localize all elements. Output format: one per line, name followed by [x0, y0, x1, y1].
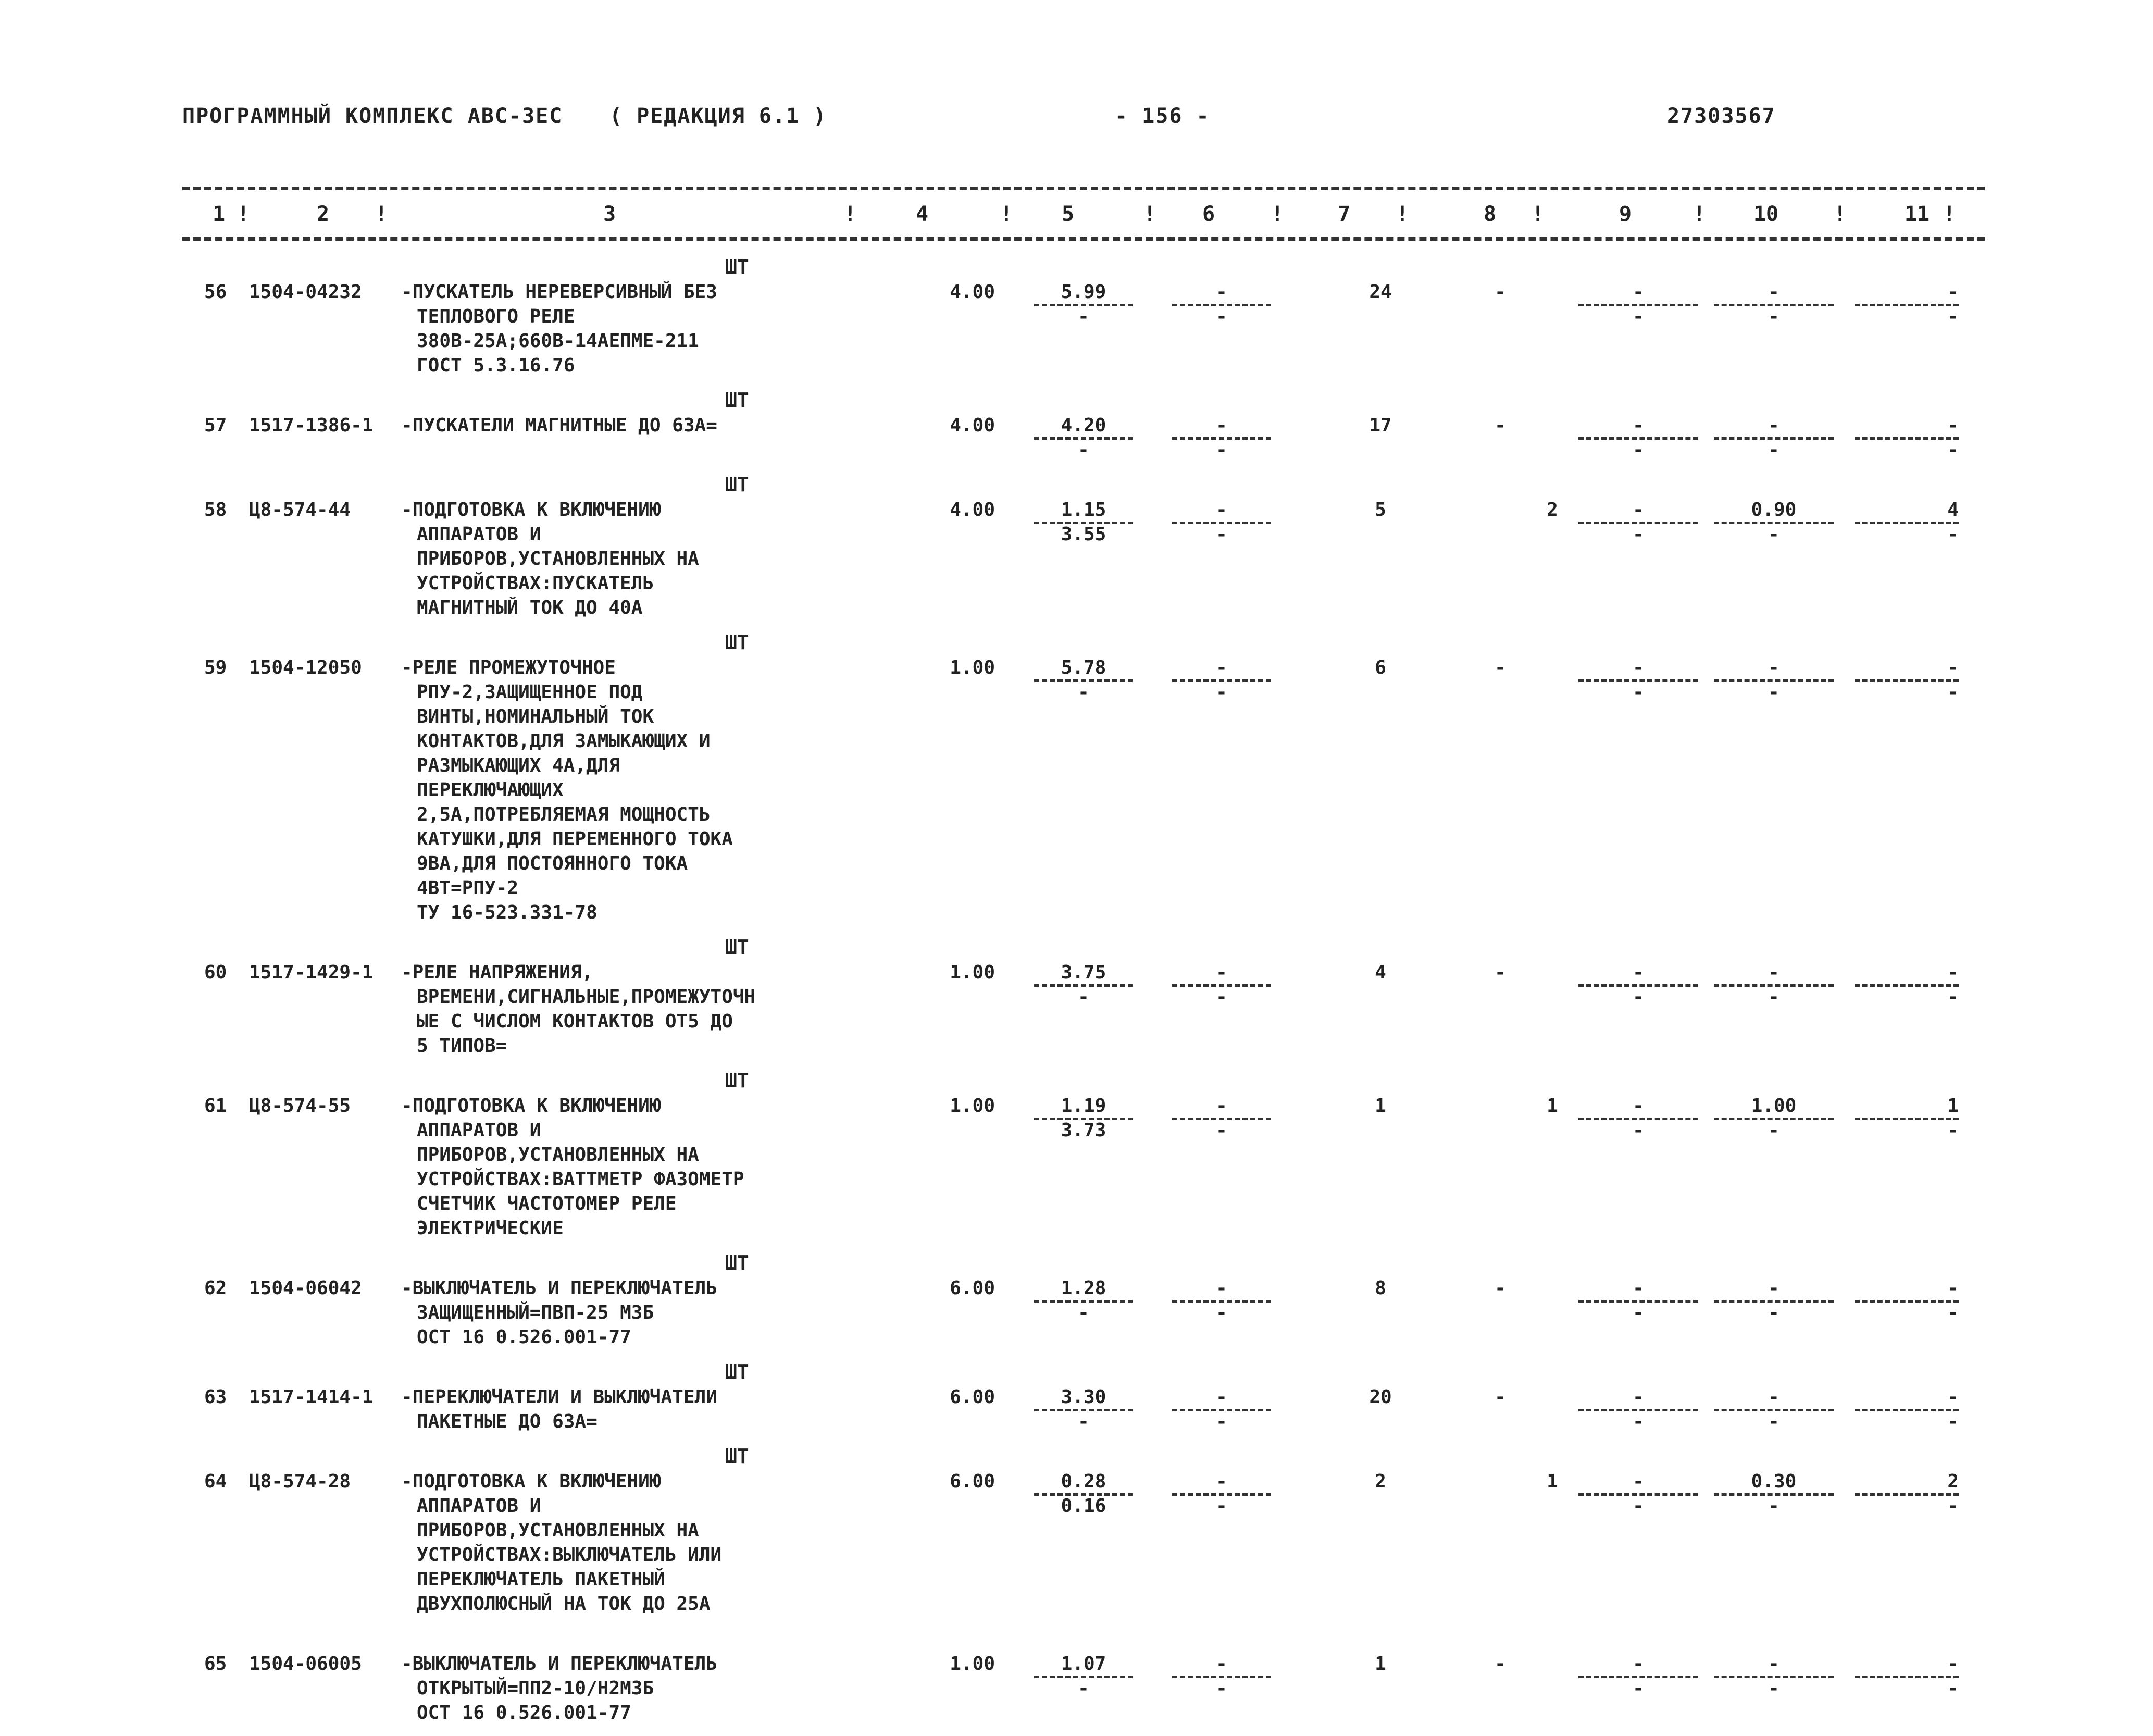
column-10-value: 0.90 — [1714, 499, 1834, 524]
column-10-secondary: - — [1768, 1302, 1779, 1323]
column-11-secondary: - — [1947, 1495, 1959, 1517]
unit-label: ШТ — [725, 1069, 749, 1092]
column-7-value: 4 — [1375, 962, 1386, 983]
item-description-line: -РЕЛЕ ПРОМЕЖУТОЧНОЕ — [401, 657, 616, 678]
column-number: 5 — [1061, 202, 1075, 226]
item-description-line: -ПЕРЕКЛЮЧАТЕЛИ И ВЫКЛЮЧАТЕЛИ — [401, 1386, 717, 1408]
column-10-secondary: - — [1768, 1495, 1779, 1517]
column-number: 3 — [603, 202, 616, 226]
column-11-secondary: - — [1947, 306, 1959, 327]
item-description-line: ПЕРЕКЛЮЧАТЕЛЬ ПАКЕТНЫЙ — [417, 1569, 665, 1590]
quantity: 1.00 — [950, 962, 995, 983]
column-11-value: - — [1855, 281, 1959, 306]
quantity: 1.00 — [950, 657, 995, 678]
column-6-value: - — [1172, 415, 1271, 440]
column-6-secondary: - — [1216, 986, 1227, 1008]
column-8-value: - — [1495, 1386, 1506, 1408]
unit-label: ШТ — [725, 389, 749, 412]
column-11-secondary: - — [1947, 439, 1959, 461]
quantity: 1.00 — [950, 1653, 995, 1675]
item-code: 1504-06005 — [249, 1653, 362, 1675]
unit-cost-secondary: - — [1078, 1678, 1089, 1699]
column-6-value: - — [1172, 499, 1271, 524]
column-10-value: - — [1714, 1386, 1834, 1411]
column-6-secondary: - — [1216, 439, 1227, 461]
column-7-value: 20 — [1369, 1386, 1392, 1408]
column-11-secondary: - — [1947, 1120, 1959, 1141]
item-description-line: АППАРАТОВ И — [417, 1495, 541, 1517]
column-10-value: - — [1714, 415, 1834, 440]
table-body — [0, 255, 2153, 1736]
column-9-value: - — [1578, 1095, 1698, 1120]
item-description-line: 4ВТ=РПУ-2 — [417, 877, 519, 899]
column-7-value: 6 — [1375, 657, 1386, 678]
column-6-value: - — [1172, 1653, 1271, 1678]
unit-cost-secondary: - — [1078, 986, 1089, 1008]
item-description-line: ПРИБОРОВ,УСТАНОВЛЕННЫХ НА — [417, 1144, 699, 1165]
unit-cost: 0.28 — [1034, 1471, 1133, 1496]
item-description-line: ГОСТ 5.3.16.76 — [417, 355, 575, 376]
unit-label: ШТ — [725, 473, 749, 496]
item-description-line: РАЗМЫКАЮЩИХ 4А,ДЛЯ — [417, 755, 620, 776]
unit-label: ШТ — [725, 1360, 749, 1383]
item-description-line: -ПОДГОТОВКА К ВКЛЮЧЕНИЮ — [401, 499, 661, 520]
page-number: - 156 - — [1115, 104, 1210, 128]
column-6-value: - — [1172, 962, 1271, 987]
unit-cost: 4.20 — [1034, 415, 1133, 440]
item-description-line: 2,5А,ПОТРЕБЛЯЕМАЯ МОЩНОСТЬ — [417, 804, 711, 825]
unit-cost-secondary: 3.73 — [1061, 1120, 1106, 1141]
unit-label: ШТ — [725, 631, 749, 654]
unit-cost-secondary: 0.16 — [1061, 1495, 1106, 1517]
column-6-secondary: - — [1216, 1411, 1227, 1432]
column-9-value: - — [1578, 1471, 1698, 1496]
column-6-secondary: - — [1216, 681, 1227, 703]
column-7-value: 1 — [1375, 1653, 1386, 1675]
column-6-value: - — [1172, 1278, 1271, 1303]
row-number: 57 — [204, 415, 227, 436]
column-separator: ! — [1532, 202, 1545, 226]
column-7-value: 17 — [1369, 415, 1392, 436]
column-11-secondary: - — [1947, 524, 1959, 545]
item-code: Ц8-574-28 — [249, 1471, 351, 1492]
unit-cost-secondary: - — [1078, 306, 1089, 327]
unit-cost: 1.19 — [1034, 1095, 1133, 1120]
column-11-value: 1 — [1855, 1095, 1959, 1120]
item-code: Ц8-574-55 — [249, 1095, 351, 1117]
table-row — [0, 1627, 2153, 1727]
item-description-line: ВИНТЫ,НОМИНАЛЬНЫЙ ТОК — [417, 706, 654, 727]
item-description-line: КОНТАКТОВ,ДЛЯ ЗАМЫКАЮЩИХ И — [417, 730, 711, 752]
program-title: ПРОГРАММНЫЙ КОМПЛЕКС АВС-3ЕС — [182, 104, 563, 128]
table-row — [0, 1069, 2153, 1242]
column-9-value: - — [1578, 1653, 1698, 1678]
column-9-value: - — [1578, 415, 1698, 440]
row-number: 60 — [204, 962, 227, 983]
quantity: 4.00 — [950, 415, 995, 436]
edition-label: ( РЕДАКЦИЯ 6.1 ) — [609, 104, 827, 128]
item-description-line: 380В-25А;660В-14АЕПМЕ-211 — [417, 330, 699, 352]
column-6-secondary: - — [1216, 1495, 1227, 1517]
item-code: Ц8-574-44 — [249, 499, 351, 520]
column-7-value: 24 — [1369, 281, 1392, 303]
column-separator: ! — [1271, 202, 1284, 226]
item-description-line: 5 ТИПОВ= — [417, 1035, 507, 1057]
unit-cost: 3.75 — [1034, 962, 1133, 987]
item-description-line: УСТРОЙСТВАХ:ВЫКЛЮЧАТЕЛЬ ИЛИ — [417, 1544, 722, 1566]
item-description-line: ЗАЩИЩЕННЫЙ=ПВП-25 М3Б — [417, 1302, 654, 1323]
column-11-secondary: - — [1947, 1411, 1959, 1432]
table-top-rule — [182, 187, 1985, 190]
unit-cost: 3.30 — [1034, 1386, 1133, 1411]
column-10-value: 0.30 — [1714, 1471, 1834, 1496]
column-7-value: 2 — [1375, 1471, 1386, 1492]
column-6-value: - — [1172, 281, 1271, 306]
item-description-line: -ПОДГОТОВКА К ВКЛЮЧЕНИЮ — [401, 1471, 661, 1492]
column-8-value: - — [1495, 1653, 1506, 1675]
column-9-prefix: 1 — [1547, 1471, 1558, 1492]
column-number: 2 — [316, 202, 330, 226]
column-separator: ! — [1000, 202, 1013, 226]
column-9-value: - — [1578, 657, 1698, 682]
column-separator: ! — [237, 202, 250, 226]
row-number: 62 — [204, 1278, 227, 1299]
item-description-line: СЧЕТЧИК ЧАСТОТОМЕР РЕЛЕ — [417, 1193, 677, 1214]
column-10-value: - — [1714, 962, 1834, 987]
column-10-value: - — [1714, 1653, 1834, 1678]
column-9-value: - — [1578, 962, 1698, 987]
item-code: 1517-1414-1 — [249, 1386, 374, 1408]
unit-cost: 5.99 — [1034, 281, 1133, 306]
column-10-secondary: - — [1768, 681, 1779, 703]
table-row — [0, 473, 2153, 622]
table-row — [0, 1251, 2153, 1351]
column-9-value: - — [1578, 499, 1698, 524]
column-10-secondary: - — [1768, 986, 1779, 1008]
column-separator: ! — [375, 202, 388, 226]
item-description-line: МАГНИТНЫЙ ТОК ДО 40А — [417, 597, 643, 618]
table-row — [0, 1445, 2153, 1618]
column-7-value: 5 — [1375, 499, 1386, 520]
item-description-line: -ПУСКАТЕЛЬ НЕРЕВЕРСИВНЫЙ БЕЗ — [401, 281, 717, 303]
item-description-line: РПУ-2,ЗАЩИЩЕННОЕ ПОД — [417, 681, 643, 703]
column-separator: ! — [1143, 202, 1156, 226]
column-6-secondary: - — [1216, 306, 1227, 327]
column-10-secondary: - — [1768, 1678, 1779, 1699]
column-7-value: 1 — [1375, 1095, 1386, 1117]
column-9-value: - — [1578, 281, 1698, 306]
column-9-secondary: - — [1633, 986, 1644, 1008]
unit-cost: 1.28 — [1034, 1278, 1133, 1303]
column-6-secondary: - — [1216, 1678, 1227, 1699]
quantity: 6.00 — [950, 1386, 995, 1408]
item-description-line: ПРИБОРОВ,УСТАНОВЛЕННЫХ НА — [417, 1520, 699, 1541]
item-description-line: -ВЫКЛЮЧАТЕЛЬ И ПЕРЕКЛЮЧАТЕЛЬ — [401, 1653, 717, 1675]
column-6-value: - — [1172, 657, 1271, 682]
table-row — [0, 389, 2153, 464]
column-6-value: - — [1172, 1386, 1271, 1411]
unit-cost: 5.78 — [1034, 657, 1133, 682]
column-9-secondary: - — [1633, 1678, 1644, 1699]
item-description-line: -ПОДГОТОВКА К ВКЛЮЧЕНИЮ — [401, 1095, 661, 1117]
item-description-line: ОСТ 16 0.526.001-77 — [417, 1326, 631, 1348]
column-8-value: - — [1495, 1278, 1506, 1299]
item-description-line: УСТРОЙСТВАХ:ВАТТМЕТР ФАЗОМЕТР — [417, 1169, 744, 1190]
column-8-value: - — [1495, 281, 1506, 303]
table-row — [0, 936, 2153, 1060]
row-number: 63 — [204, 1386, 227, 1408]
column-number: 7 — [1337, 202, 1351, 226]
column-separator: ! — [1834, 202, 1847, 226]
column-11-value: - — [1855, 962, 1959, 987]
column-9-secondary: - — [1633, 524, 1644, 545]
unit-cost: 1.15 — [1034, 499, 1133, 524]
item-description-line: ТЕПЛОВОГО РЕЛЕ — [417, 306, 575, 327]
item-code: 1504-04232 — [249, 281, 362, 303]
unit-label: ШТ — [725, 936, 749, 959]
column-7-value: 8 — [1375, 1278, 1386, 1299]
item-description-line: ОСТ 16 0.526.001-77 — [417, 1702, 631, 1723]
column-11-value: 4 — [1855, 499, 1959, 524]
column-9-value: - — [1578, 1386, 1698, 1411]
item-description-line: -РЕЛЕ НАПРЯЖЕНИЯ, — [401, 962, 593, 983]
item-description-line: ЫЕ С ЧИСЛОМ КОНТАКТОВ ОТ5 ДО — [417, 1011, 733, 1032]
row-number: 64 — [204, 1471, 227, 1492]
column-11-value: - — [1855, 415, 1959, 440]
item-description-line: ОТКРЫТЫЙ=ПП2-10/Н2М3Б — [417, 1678, 654, 1699]
column-8-value: - — [1495, 415, 1506, 436]
column-number: 1 — [212, 202, 226, 226]
unit-cost-secondary: - — [1078, 681, 1089, 703]
column-9-secondary: - — [1633, 1495, 1644, 1517]
unit-label: ШТ — [725, 1251, 749, 1274]
item-description-line: КАТУШКИ,ДЛЯ ПЕРЕМЕННОГО ТОКА — [417, 828, 733, 850]
item-description-line: АППАРАТОВ И — [417, 1120, 541, 1141]
quantity: 6.00 — [950, 1471, 995, 1492]
row-number: 58 — [204, 499, 227, 520]
column-separator: ! — [1943, 202, 1956, 226]
column-9-secondary: - — [1633, 1120, 1644, 1141]
item-description-line: ЭЛЕКТРИЧЕСКИЕ — [417, 1218, 564, 1239]
column-number: 8 — [1483, 202, 1497, 226]
column-6-value: - — [1172, 1095, 1271, 1120]
column-10-value: 1.00 — [1714, 1095, 1834, 1120]
column-number: 10 — [1753, 202, 1779, 226]
unit-cost-secondary: - — [1078, 439, 1089, 461]
item-description-line: АППАРАТОВ И — [417, 524, 541, 545]
item-description-line: ПРИБОРОВ,УСТАНОВЛЕННЫХ НА — [417, 548, 699, 569]
table-row — [0, 255, 2153, 379]
column-6-secondary: - — [1216, 524, 1227, 545]
item-code: 1504-12050 — [249, 657, 362, 678]
column-separator: ! — [844, 202, 857, 226]
column-11-value: 2 — [1855, 1471, 1959, 1496]
column-10-secondary: - — [1768, 306, 1779, 327]
item-description-line: ДВУХПОЛЮСНЫЙ НА ТОК ДО 25А — [417, 1593, 711, 1615]
column-10-value: - — [1714, 657, 1834, 682]
column-9-secondary: - — [1633, 1302, 1644, 1323]
unit-cost: 1.07 — [1034, 1653, 1133, 1678]
column-10-value: - — [1714, 281, 1834, 306]
item-description-line: УСТРОЙСТВАХ:ПУСКАТЕЛЬ — [417, 573, 654, 594]
column-11-secondary: - — [1947, 986, 1959, 1008]
column-6-value: - — [1172, 1471, 1271, 1496]
row-number: 61 — [204, 1095, 227, 1117]
row-number: 65 — [204, 1653, 227, 1675]
column-9-value: - — [1578, 1278, 1698, 1303]
column-10-secondary: - — [1768, 524, 1779, 545]
document-id: 27303567 — [1667, 104, 1776, 128]
column-11-secondary: - — [1947, 1302, 1959, 1323]
column-8-value: - — [1495, 657, 1506, 678]
item-description-line: -ВЫКЛЮЧАТЕЛЬ И ПЕРЕКЛЮЧАТЕЛЬ — [401, 1278, 717, 1299]
item-description-line: -ПУСКАТЕЛИ МАГНИТНЫЕ ДО 63А= — [401, 415, 717, 436]
unit-label: ШТ — [725, 1445, 749, 1468]
table-row — [0, 631, 2153, 926]
unit-cost-secondary: - — [1078, 1302, 1089, 1323]
row-number: 59 — [204, 657, 227, 678]
item-description-line: ПАКЕТНЫЕ ДО 63А= — [417, 1411, 598, 1432]
column-11-secondary: - — [1947, 1678, 1959, 1699]
column-9-prefix: 1 — [1547, 1095, 1558, 1117]
column-10-secondary: - — [1768, 1120, 1779, 1141]
column-separator: ! — [1693, 202, 1706, 226]
unit-cost-secondary: - — [1078, 1411, 1089, 1432]
quantity: 4.00 — [950, 281, 995, 303]
quantity: 6.00 — [950, 1278, 995, 1299]
column-8-value: - — [1495, 962, 1506, 983]
item-description-line: 9ВА,ДЛЯ ПОСТОЯННОГО ТОКА — [417, 853, 688, 874]
column-9-secondary: - — [1633, 439, 1644, 461]
item-code: 1517-1429-1 — [249, 962, 374, 983]
column-9-prefix: 2 — [1547, 499, 1558, 520]
column-11-value: - — [1855, 1278, 1959, 1303]
column-number: 11 — [1904, 202, 1930, 226]
column-number: 9 — [1619, 202, 1632, 226]
item-description-line: ВРЕМЕНИ,СИГНАЛЬНЫЕ,ПРОМЕЖУТОЧН — [417, 986, 756, 1008]
column-separator: ! — [1396, 202, 1409, 226]
unit-label: ШТ — [725, 255, 749, 278]
column-9-secondary: - — [1633, 681, 1644, 703]
unit-cost-secondary: 3.55 — [1061, 524, 1106, 545]
column-10-value: - — [1714, 1278, 1834, 1303]
column-6-secondary: - — [1216, 1302, 1227, 1323]
column-number: 6 — [1202, 202, 1215, 226]
column-9-secondary: - — [1633, 306, 1644, 327]
table-header-rule — [182, 237, 1985, 241]
column-11-value: - — [1855, 1386, 1959, 1411]
column-11-value: - — [1855, 1653, 1959, 1678]
item-description-line: ТУ 16-523.331-78 — [417, 902, 598, 923]
column-10-secondary: - — [1768, 439, 1779, 461]
item-code: 1517-1386-1 — [249, 415, 374, 436]
item-code: 1504-06042 — [249, 1278, 362, 1299]
column-9-secondary: - — [1633, 1411, 1644, 1432]
column-11-secondary: - — [1947, 681, 1959, 703]
table-row — [0, 1360, 2153, 1435]
column-10-secondary: - — [1768, 1411, 1779, 1432]
column-11-value: - — [1855, 657, 1959, 682]
column-6-secondary: - — [1216, 1120, 1227, 1141]
quantity: 1.00 — [950, 1095, 995, 1117]
row-number: 56 — [204, 281, 227, 303]
item-description-line: ПЕРЕКЛЮЧАЮЩИХ — [417, 779, 564, 801]
column-number: 4 — [915, 202, 929, 226]
quantity: 4.00 — [950, 499, 995, 520]
